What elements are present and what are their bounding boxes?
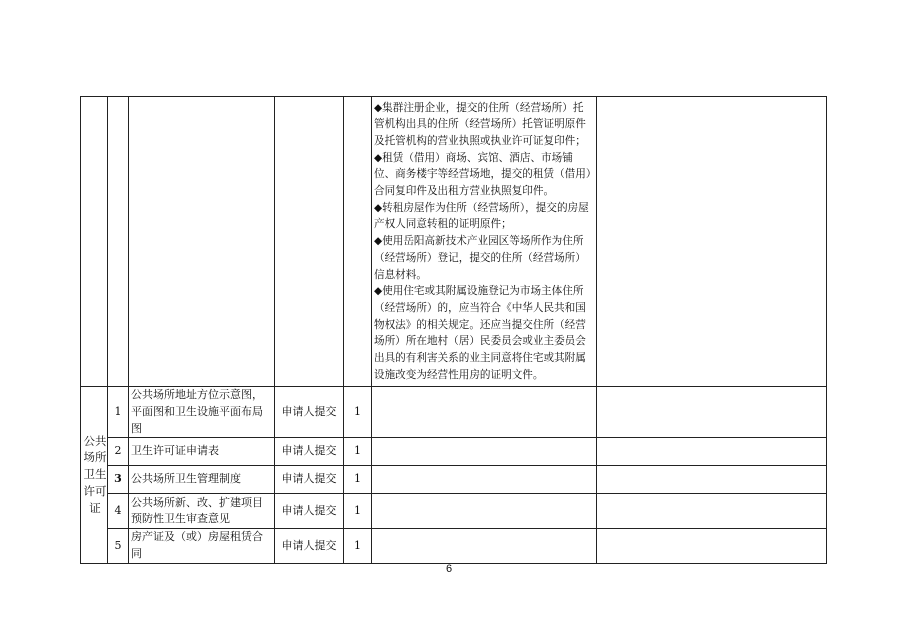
category-cell-empty — [81, 97, 108, 387]
requirements-cell-empty — [372, 494, 597, 529]
requirements-cell-empty — [372, 438, 597, 466]
material-source: 申请人提交 — [275, 466, 344, 494]
page-number: 6 — [445, 563, 453, 575]
material-count: 1 — [344, 466, 372, 494]
source-cell-empty — [275, 97, 344, 387]
category-cell — [81, 387, 108, 564]
row-index: 5 — [108, 529, 129, 564]
count-cell-empty — [344, 97, 372, 387]
material-count: 1 — [344, 529, 372, 564]
remarks-cell-empty — [597, 97, 827, 387]
material-name: 公共场所卫生管理制度 — [129, 466, 275, 494]
remarks-cell-empty — [597, 387, 827, 438]
requirements-cell-empty — [372, 387, 597, 438]
remarks-cell-empty — [597, 529, 827, 564]
category-label: 公共场所卫生许可证 — [83, 433, 107, 515]
requirements-cell-empty — [372, 466, 597, 494]
material-name: 卫生许可证申请表 — [129, 438, 275, 466]
material-count: 1 — [344, 438, 372, 466]
material-source: 申请人提交 — [275, 494, 344, 529]
continuation-row — [81, 97, 827, 387]
name-cell-empty — [129, 97, 275, 387]
row-index: 2 — [108, 438, 129, 466]
requirement-paragraph: ◆租赁（借用）商场、宾馆、酒店、市场铺位、商务楼宇等经营场地，提交的租赁（借用）合同复印件及出租方营业执照复印件。 — [374, 151, 592, 198]
index-cell-empty — [108, 97, 129, 387]
material-source: 申请人提交 — [275, 438, 344, 466]
requirement-paragraph: ◆使用岳阳高新技术产业园区等场所作为住所（经营场所）登记，提交的住所（经营场所）信息材料。 — [374, 235, 586, 281]
material-source: 申请人提交 — [275, 529, 344, 564]
materials-table — [80, 96, 827, 564]
table-row — [81, 387, 827, 438]
remarks-cell-empty — [597, 494, 827, 529]
table-row — [81, 466, 827, 494]
material-count: 1 — [344, 387, 372, 438]
material-source: 申请人提交 — [275, 387, 344, 438]
requirements-cell — [372, 97, 597, 387]
table-row — [81, 438, 827, 466]
table-row — [81, 494, 827, 529]
requirement-paragraph: ◆使用住宅或其附属设施登记为市场主体住所（经营场所）的，应当符合《中华人民共和国物权法》的相关规定。还应当提交住所（经营场所）所在地村（居）民委员会或业主委员会出具的有利害关系的业主同意将住宅或其附属设施改变为经营性用房的证明文件。 — [374, 285, 586, 381]
material-name: 房产证及（或）房屋租赁合同 — [129, 529, 275, 564]
material-name: 公共场所地址方位示意图，平面图和卫生设施平面布局图 — [129, 387, 275, 438]
row-index: 1 — [108, 387, 129, 438]
requirements-cell-empty — [372, 529, 597, 564]
requirement-paragraph: ◆集群注册企业，提交的住所（经营场所）托管机构出具的住所（经营场所）托管证明原件及托管机构的营业执照或执业许可证复印件； — [374, 101, 586, 147]
requirement-paragraph: ◆转租房屋作为住所（经营场所），提交的房屋产权人同意转租的证明原件； — [374, 201, 589, 231]
table-row — [81, 529, 827, 564]
material-count: 1 — [344, 494, 372, 529]
remarks-cell-empty — [597, 438, 827, 466]
remarks-cell-empty — [597, 466, 827, 494]
material-name: 公共场所新、改、扩建项目预防性卫生审查意见 — [129, 494, 275, 529]
row-index: 4 — [108, 494, 129, 529]
row-index: 3 — [108, 466, 129, 494]
